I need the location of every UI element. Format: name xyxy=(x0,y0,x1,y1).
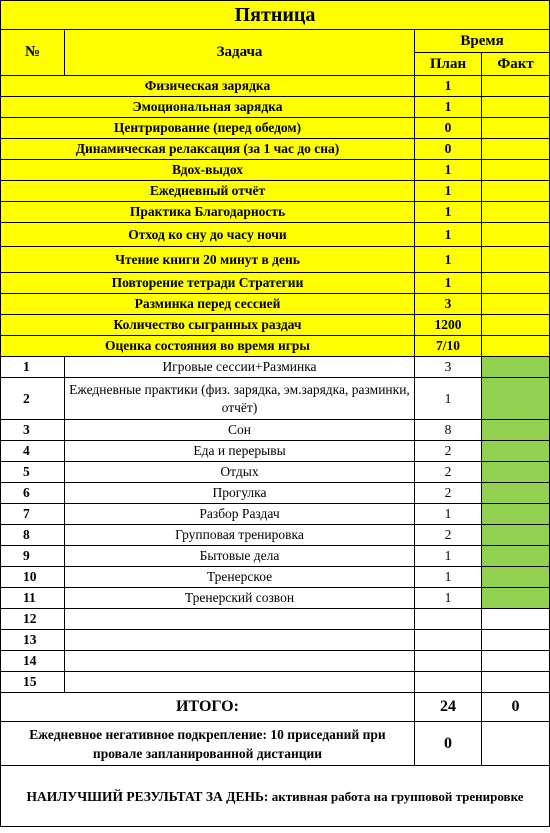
task-number: 8 xyxy=(1,525,65,546)
practice-task: Чтение книги 20 минут в день xyxy=(1,247,415,273)
header-time: Время xyxy=(415,30,550,53)
task-fact-cell[interactable] xyxy=(482,504,550,525)
task-plan: 2 xyxy=(415,462,482,483)
task-number: 2 xyxy=(1,378,65,420)
task-fact-cell[interactable] xyxy=(482,588,550,609)
task-row xyxy=(1,483,550,504)
task-name xyxy=(65,630,415,651)
task-fact-cell[interactable] xyxy=(482,525,550,546)
task-name xyxy=(65,672,415,693)
header-task: Задача xyxy=(65,30,415,76)
task-fact-cell[interactable] xyxy=(482,672,550,693)
task-number: 15 xyxy=(1,672,65,693)
practice-task: Физическая зарядка xyxy=(1,76,415,97)
practice-task: Практика Благодарность xyxy=(1,202,415,223)
task-number: 12 xyxy=(1,609,65,630)
practice-fact-cell[interactable] xyxy=(482,181,550,202)
task-name: Тренерское xyxy=(65,567,415,588)
task-name: Групповая тренировка xyxy=(65,525,415,546)
task-number: 3 xyxy=(1,420,65,441)
task-number: 4 xyxy=(1,441,65,462)
practice-row xyxy=(1,97,550,118)
task-row xyxy=(1,525,550,546)
task-fact-cell[interactable] xyxy=(482,357,550,378)
practice-row xyxy=(1,273,550,294)
task-row xyxy=(1,651,550,672)
task-number: 5 xyxy=(1,462,65,483)
task-plan: 1 xyxy=(415,588,482,609)
practice-plan: 0 xyxy=(415,139,482,160)
negative-row xyxy=(1,722,550,766)
practice-plan: 1200 xyxy=(415,315,482,336)
practice-fact-cell[interactable] xyxy=(482,160,550,181)
best-result-cell xyxy=(1,766,550,827)
practice-plan: 0 xyxy=(415,118,482,139)
practice-task: Повторение тетради Стратегии xyxy=(1,273,415,294)
task-fact-cell[interactable] xyxy=(482,420,550,441)
practice-task: Оценка состояния во время игры xyxy=(1,336,415,357)
total-row xyxy=(1,693,550,722)
task-number: 1 xyxy=(1,357,65,378)
task-row xyxy=(1,357,550,378)
task-plan: 2 xyxy=(415,483,482,504)
task-name xyxy=(65,609,415,630)
best-result-label: НАИЛУЧШИЙ РЕЗУЛЬТАТ ЗА ДЕНЬ: xyxy=(26,788,269,804)
practice-plan: 1 xyxy=(415,76,482,97)
practice-plan: 3 xyxy=(415,294,482,315)
best-result-row xyxy=(1,766,550,827)
task-fact-cell[interactable] xyxy=(482,483,550,504)
task-name: Разбор Раздач xyxy=(65,504,415,525)
practice-task: Отход ко сну до часу ночи xyxy=(1,223,415,247)
practice-fact-cell[interactable] xyxy=(482,223,550,247)
task-number: 10 xyxy=(1,567,65,588)
task-number: 14 xyxy=(1,651,65,672)
task-fact-cell[interactable] xyxy=(482,378,550,420)
header-num: № xyxy=(1,30,65,76)
practice-row xyxy=(1,139,550,160)
practice-fact-cell[interactable] xyxy=(482,139,550,160)
task-row xyxy=(1,378,550,420)
task-plan: 1 xyxy=(415,378,482,420)
practice-row xyxy=(1,202,550,223)
task-fact-cell[interactable] xyxy=(482,462,550,483)
best-result-text: активная работа на групповой тренировке xyxy=(271,788,524,804)
practice-task: Вдох-выдох xyxy=(1,160,415,181)
task-name: Сон xyxy=(65,420,415,441)
day-title: Пятница xyxy=(1,1,550,30)
task-plan: 1 xyxy=(415,567,482,588)
negative-value: 0 xyxy=(415,722,482,766)
task-number: 13 xyxy=(1,630,65,651)
practice-row xyxy=(1,76,550,97)
practice-plan: 1 xyxy=(415,273,482,294)
task-plan: 1 xyxy=(415,546,482,567)
task-row xyxy=(1,567,550,588)
negative-text: Ежедневное негативное подкрепление: 10 приседаний при провале запланированной дистанции xyxy=(1,722,415,766)
task-row xyxy=(1,420,550,441)
task-number: 11 xyxy=(1,588,65,609)
practice-plan: 1 xyxy=(415,181,482,202)
task-plan xyxy=(415,609,482,630)
task-plan xyxy=(415,672,482,693)
practice-task: Эмоциональная зарядка xyxy=(1,97,415,118)
practice-row xyxy=(1,294,550,315)
task-number: 9 xyxy=(1,546,65,567)
task-plan: 2 xyxy=(415,441,482,462)
practice-fact-cell[interactable] xyxy=(482,118,550,139)
task-fact-cell[interactable] xyxy=(482,651,550,672)
task-row xyxy=(1,588,550,609)
practice-plan: 1 xyxy=(415,223,482,247)
task-fact-cell[interactable] xyxy=(482,546,550,567)
task-fact-cell[interactable] xyxy=(482,630,550,651)
task-name: Тренерский созвон xyxy=(65,588,415,609)
total-plan: 24 xyxy=(415,693,482,722)
task-name: Отдых xyxy=(65,462,415,483)
task-number: 6 xyxy=(1,483,65,504)
negative-fact-cell[interactable] xyxy=(482,722,550,766)
task-row xyxy=(1,630,550,651)
practice-task: Динамическая релаксация (за 1 час до сна) xyxy=(1,139,415,160)
task-plan: 8 xyxy=(415,420,482,441)
practice-fact-cell[interactable] xyxy=(482,273,550,294)
task-name: Прогулка xyxy=(65,483,415,504)
practice-plan: 1 xyxy=(415,247,482,273)
task-row xyxy=(1,441,550,462)
task-plan xyxy=(415,651,482,672)
practice-plan: 1 xyxy=(415,160,482,181)
practice-fact-cell[interactable] xyxy=(482,247,550,273)
practice-row xyxy=(1,160,550,181)
task-fact-cell[interactable] xyxy=(482,567,550,588)
practice-plan: 1 xyxy=(415,97,482,118)
practice-fact-cell[interactable] xyxy=(482,97,550,118)
practice-row xyxy=(1,336,550,357)
total-label: ИТОГО: xyxy=(1,693,415,722)
task-name: Ежедневные практики (физ. зарядка, эм.зарядка, разминки, отчёт) xyxy=(65,378,415,420)
task-name: Игровые сессии+Разминка xyxy=(65,357,415,378)
task-plan: 2 xyxy=(415,525,482,546)
task-number: 7 xyxy=(1,504,65,525)
task-plan: 1 xyxy=(415,504,482,525)
practice-row xyxy=(1,247,550,273)
task-fact-cell[interactable] xyxy=(482,609,550,630)
task-row xyxy=(1,609,550,630)
practice-row xyxy=(1,223,550,247)
practice-fact-cell[interactable] xyxy=(482,76,550,97)
practice-plan: 7/10 xyxy=(415,336,482,357)
task-fact-cell[interactable] xyxy=(482,441,550,462)
task-name: Бытовые дела xyxy=(65,546,415,567)
practice-row xyxy=(1,118,550,139)
task-name: Еда и перерывы xyxy=(65,441,415,462)
task-plan: 3 xyxy=(415,357,482,378)
task-name xyxy=(65,651,415,672)
total-fact: 0 xyxy=(482,693,550,722)
practice-row xyxy=(1,181,550,202)
task-row xyxy=(1,546,550,567)
practice-row xyxy=(1,315,550,336)
task-plan xyxy=(415,630,482,651)
practice-fact-cell[interactable] xyxy=(482,202,550,223)
practice-task: Количество сыгранных раздач xyxy=(1,315,415,336)
practice-fact-cell[interactable] xyxy=(482,294,550,315)
header-plan: План xyxy=(415,53,482,76)
practice-task: Ежедневный отчёт xyxy=(1,181,415,202)
task-row xyxy=(1,672,550,693)
practice-task: Разминка перед сессией xyxy=(1,294,415,315)
practice-task: Центрирование (перед обедом) xyxy=(1,118,415,139)
task-row xyxy=(1,462,550,483)
practice-fact-cell[interactable] xyxy=(482,336,550,357)
header-fact: Факт xyxy=(482,53,550,76)
task-row xyxy=(1,504,550,525)
practice-plan: 1 xyxy=(415,202,482,223)
practice-fact-cell[interactable] xyxy=(482,315,550,336)
